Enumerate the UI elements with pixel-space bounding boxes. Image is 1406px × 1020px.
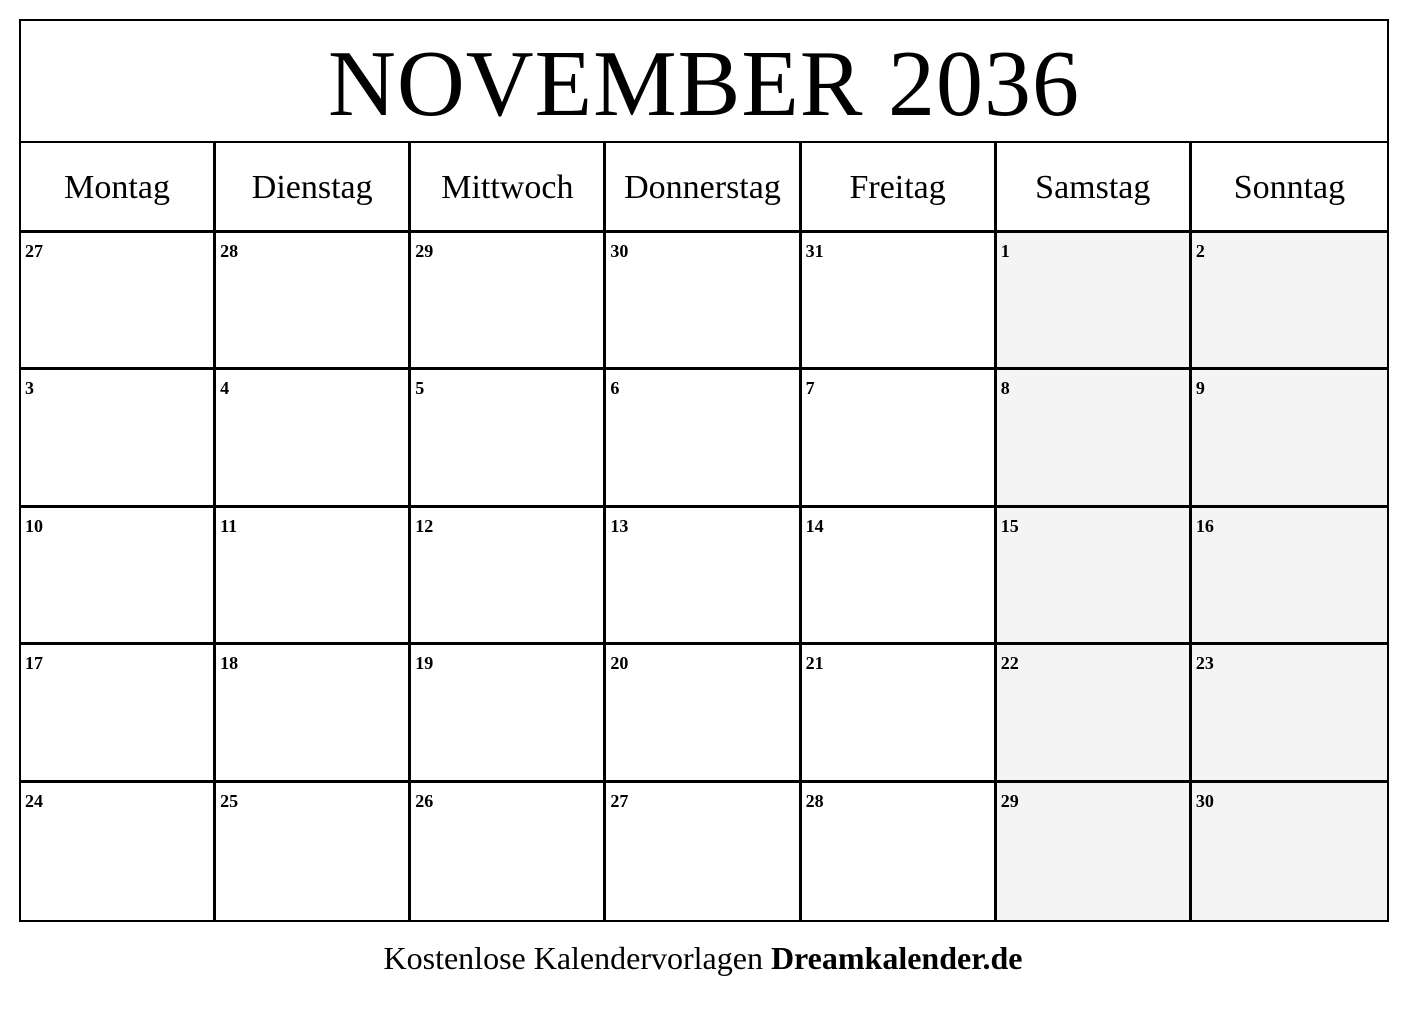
day-number: 3 <box>25 378 34 399</box>
day-cell <box>21 645 216 782</box>
footer-brand: Dreamkalender.de <box>770 940 1023 976</box>
day-number: 4 <box>220 378 230 399</box>
day-cell <box>1192 508 1387 645</box>
day-number: 14 <box>805 515 824 536</box>
day-number: 15 <box>1000 515 1019 536</box>
weekday-header: Samstag <box>997 143 1192 233</box>
day-number: 22 <box>1000 653 1019 674</box>
day-number: 16 <box>1195 515 1214 536</box>
day-number: 12 <box>415 515 434 536</box>
weekday-header: Montag <box>21 143 216 233</box>
day-cell <box>802 370 997 507</box>
day-number: 27 <box>25 241 43 261</box>
day-number: 30 <box>610 241 629 261</box>
day-cell <box>21 370 216 507</box>
day-cell <box>216 645 411 782</box>
day-number: 5 <box>415 378 425 399</box>
day-cell <box>606 233 801 370</box>
day-cell <box>802 508 997 645</box>
day-cell <box>21 508 216 645</box>
day-number: 23 <box>1195 653 1214 674</box>
day-number: 6 <box>610 378 620 399</box>
day-cell <box>21 783 216 920</box>
day-number: 10 <box>25 515 43 536</box>
day-number: 21 <box>805 653 824 674</box>
day-number: 18 <box>220 653 239 674</box>
weekday-header: Mittwoch <box>411 143 606 233</box>
day-cell <box>411 233 606 370</box>
day-cell <box>21 233 216 370</box>
day-cell <box>411 370 606 507</box>
day-number: 7 <box>805 378 815 399</box>
weekday-header: Donnerstag <box>606 143 801 233</box>
day-number: 27 <box>610 790 629 811</box>
day-cell <box>1192 645 1387 782</box>
day-cell <box>997 508 1192 645</box>
day-cell <box>802 783 997 920</box>
day-cell <box>1192 370 1387 507</box>
footer-text: Kostenlose Kalendervorlagen <box>383 940 763 976</box>
day-cell <box>216 233 411 370</box>
day-cell <box>411 508 606 645</box>
calendar <box>19 19 1389 922</box>
weekday-header: Freitag <box>802 143 997 233</box>
day-cell <box>997 783 1192 920</box>
weekday-header: Sonntag <box>1192 143 1387 233</box>
day-number: 19 <box>415 653 434 674</box>
day-cell <box>802 233 997 370</box>
day-number: 2 <box>1195 241 1205 261</box>
day-cell <box>1192 233 1387 370</box>
day-number: 28 <box>805 790 824 811</box>
day-cell <box>606 645 801 782</box>
day-cell <box>802 645 997 782</box>
day-cell <box>216 783 411 920</box>
day-cell <box>216 370 411 507</box>
day-cell <box>216 508 411 645</box>
day-number: 29 <box>1000 790 1019 811</box>
footer <box>0 938 1406 978</box>
day-cell <box>411 783 606 920</box>
day-number: 30 <box>1195 790 1214 811</box>
day-cell <box>1192 783 1387 920</box>
day-number: 26 <box>415 790 434 811</box>
day-cell <box>997 233 1192 370</box>
day-number: 28 <box>220 241 239 261</box>
day-number: 29 <box>415 241 434 261</box>
day-number: 1 <box>1000 241 1010 261</box>
day-number: 8 <box>1000 378 1010 399</box>
day-cell <box>606 508 801 645</box>
day-number: 24 <box>25 790 43 811</box>
day-number: 11 <box>220 515 238 536</box>
calendar-title: NOVEMBER 2036 <box>328 32 1080 136</box>
day-number: 25 <box>220 790 239 811</box>
day-cell <box>606 783 801 920</box>
day-number: 13 <box>610 515 629 536</box>
day-cell <box>606 370 801 507</box>
title-bar <box>21 21 1387 143</box>
day-number: 31 <box>805 241 824 261</box>
day-cell <box>411 645 606 782</box>
calendar-grid <box>21 143 1387 920</box>
day-number: 17 <box>25 653 43 674</box>
day-number: 20 <box>610 653 629 674</box>
day-cell <box>997 370 1192 507</box>
weekday-header: Dienstag <box>216 143 411 233</box>
day-number: 9 <box>1195 378 1205 399</box>
day-cell <box>997 645 1192 782</box>
